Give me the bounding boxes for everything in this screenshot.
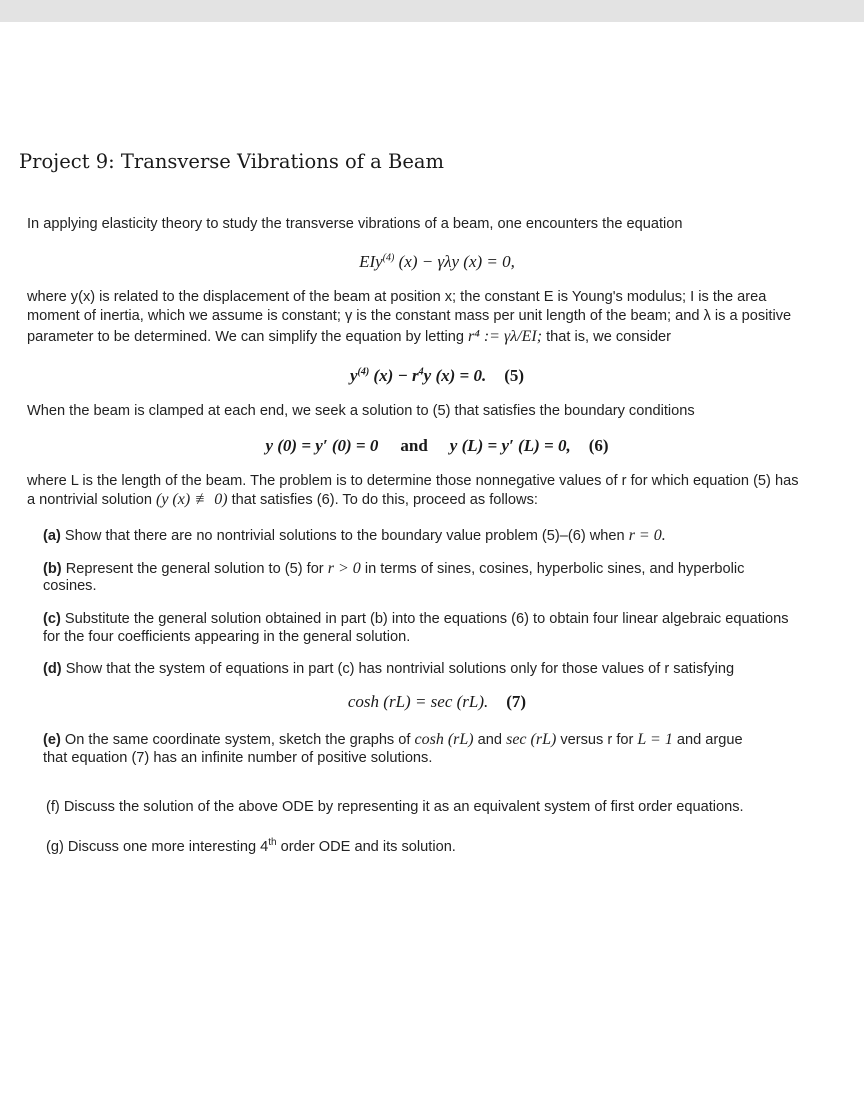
top-bar xyxy=(0,0,864,22)
intro-paragraph: In applying elasticity theory to study the transverse vibrations of a beam, one encounters the equation xyxy=(27,216,683,232)
equation-1: EIy$^{(4)}$ (x) − γλy (x) = 0, xyxy=(359,252,515,271)
equation-5: $y^{(4)}$ $(x) - r^4y$ (x) = 0. (5) xyxy=(349,366,525,385)
paragraph-2-line-1: where y(x) is related to the displacement of the beam at position x; the constant E is Young's modulus; I is the area xyxy=(27,289,767,305)
paragraph-2-line-2: moment of inertia, which we assume is constant; γ is the constant mass per unit length of the beam; and λ is a positive xyxy=(27,308,792,324)
item-b-line-2: cosines. xyxy=(43,578,97,594)
item-b-line-1: (b) Represent the general solution to (5) for r > 0 in terms of sines, cosines, hyperbolic sines, and hyperbolic xyxy=(43,560,745,577)
item-e-line-1: (e) On the same coordinate system, sketch the graphs of cosh (rL) and sec (rL) versus r for L = 1 and argue xyxy=(43,731,743,748)
equation-6: y (0) = y′ (0) = 0 and y (L) = y′ (L) = 0, (6) xyxy=(265,436,609,455)
item-d: (d) Show that the system of equations in part (c) has nontrivial solutions only for those values of r satisfying xyxy=(43,661,735,677)
item-f: (f) Discuss the solution of the above ODE by representing it as an equivalent system of first order equations. xyxy=(46,799,744,815)
paragraph-2-line-3: parameter to be determined. We can simplify the equation by letting r⁴ := γλ/EI; that is, we consider xyxy=(27,328,672,345)
paragraph-3: When the beam is clamped at each end, we seek a solution to (5) that satisfies the boundary conditions xyxy=(27,403,695,419)
item-g: (g) Discuss one more interesting 4th order ODE and its solution. xyxy=(46,837,456,855)
item-c-line-2: for the four coefficients appearing in the general solution. xyxy=(43,629,411,645)
item-c-line-1: (c) Substitute the general solution obtained in part (b) into the equations (6) to obtain four linear algebraic equations xyxy=(43,611,789,627)
item-e-line-2: that equation (7) has an infinite number of positive solutions. xyxy=(43,750,433,766)
equation-7: cosh (rL) = sec (rL). (7) xyxy=(347,692,527,711)
paragraph-4-line-2: a nontrivial solution (y (x) ≢ 0) that satisfies (6). To do this, proceed as follows: xyxy=(27,491,538,508)
item-a: (a) Show that there are no nontrivial solutions to the boundary value problem (5)–(6) when r = 0. xyxy=(43,527,666,544)
page-title: Project 9: Transverse Vibrations of a Beam xyxy=(19,150,444,173)
paragraph-4-line-1: where L is the length of the beam. The problem is to determine those nonnegative values of r for which equation (5) has xyxy=(27,473,799,489)
